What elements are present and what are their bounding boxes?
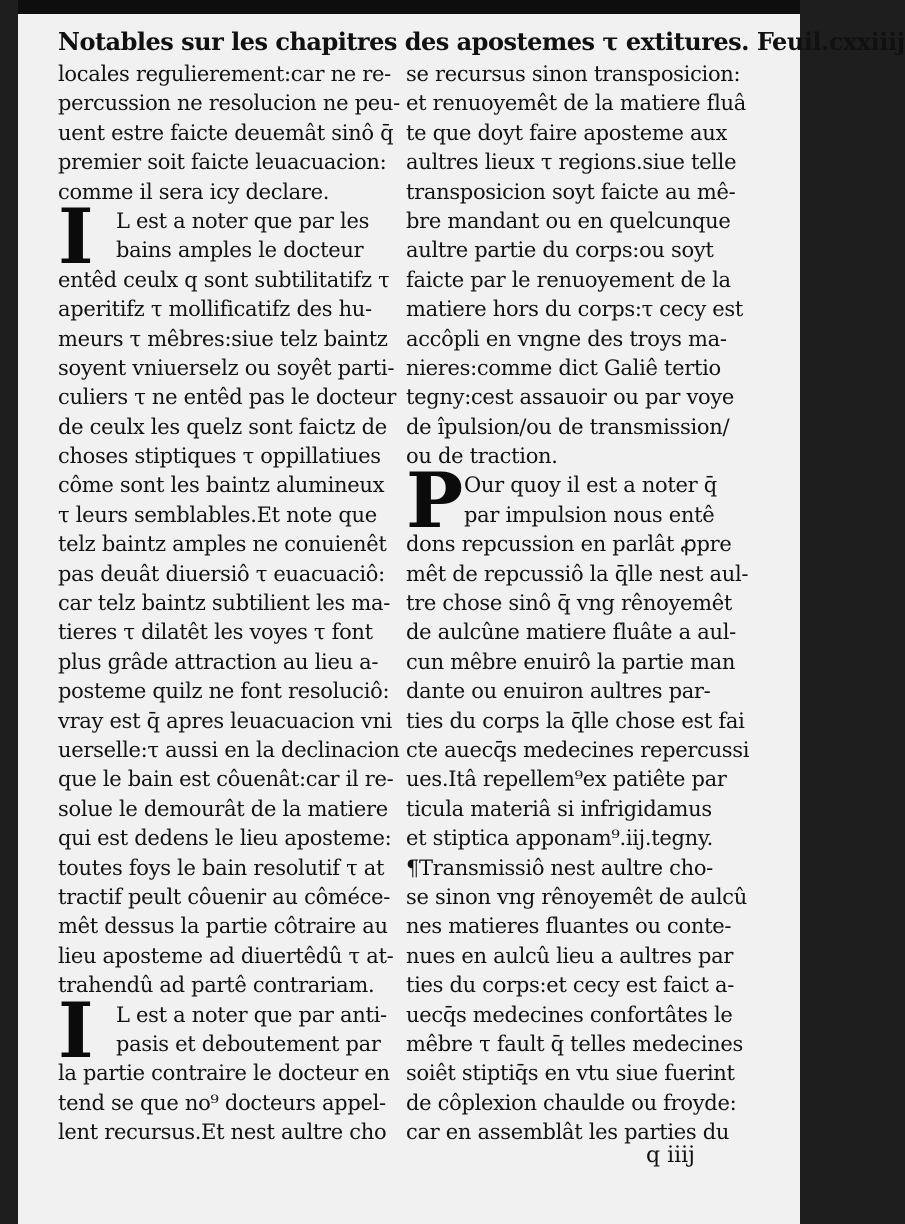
text-line: côme sont les baintz alumineux <box>58 473 385 498</box>
text-line: et renuoyemêt de la matiere fluâ <box>406 91 746 116</box>
text-line: dante ou enuiron aultres par- <box>406 679 711 704</box>
text-line: se recursus sinon transposicion: <box>406 62 741 86</box>
text-line: trahendû ad partê contrariam. <box>58 973 375 998</box>
text-line: matiere hors du corps:τ cecy est <box>406 297 744 322</box>
text-line: lieu aposteme ad diuertêdû τ at- <box>58 943 394 968</box>
text-line: meurs τ mêbres:siue telz baintz <box>58 326 388 351</box>
text-line: aultre partie du corps:ou soyt <box>406 238 714 263</box>
text-line: aperitifz τ mollificatifz des hu- <box>58 297 372 322</box>
text-line: de côplexion chaulde ou froyde: <box>406 1090 737 1115</box>
text-line: entêd ceulx q sont subtilitatifz τ <box>58 267 390 292</box>
text-line: posteme quilz ne font resoluciô: <box>58 679 390 704</box>
text-line: vray est q̄ apres leuacuacion vni <box>58 708 393 733</box>
text-line: ties du corps la q̄lle chose est fai <box>406 708 745 733</box>
text-line: nues en aulcû lieu a aultres par <box>406 943 734 968</box>
text-line: de îpulsion/ou de transmission/ <box>406 414 730 439</box>
text-line: pas deuât diuersiô τ euacuaciô: <box>58 561 385 586</box>
text-line: transposicion soyt faicte au mê- <box>406 179 736 204</box>
text-line: ou de traction. <box>406 444 558 469</box>
right-lines-b <box>464 471 764 530</box>
text-line: ¶Transmissiô nest aultre cho- <box>406 855 713 880</box>
drop-initial-i-2: I <box>58 985 94 1075</box>
text-line: locales regulierement:car ne re- <box>58 62 391 86</box>
text-line: bre mandant ou en quelcunque <box>406 208 731 233</box>
text-line: tegny:cest assauoir ou par voye <box>406 385 735 410</box>
text-line: cte auecq̄s medecines repercussi <box>406 737 750 762</box>
text-line: mêbre τ fault q̄ telles medecines <box>406 1031 743 1056</box>
text-line: tractif peult côuenir au côméce- <box>58 884 391 909</box>
text-line: la partie contraire le docteur en <box>58 1061 390 1086</box>
text-line: solue le demourât de la matiere <box>58 796 388 821</box>
text-line: toutes foys le bain resolutif τ at <box>58 855 385 880</box>
text-line: car telz baintz subtilient les ma- <box>58 591 391 616</box>
text-line: uecq̄s medecines confortâtes le <box>406 1002 733 1027</box>
book-page <box>18 0 905 1224</box>
text-line: cun mêbre enuirô la partie man <box>406 649 736 674</box>
text-line: bains amples le docteur <box>116 238 364 263</box>
text-line: tre chose sinô q̄ vng rênoyemêt <box>406 591 733 616</box>
text-line: de ceulx les quelz sont faictz de <box>58 414 387 439</box>
signature-mark: q iiij <box>646 1143 696 1168</box>
text-line: soiêt stiptiq̄s en vtu siue fuerint <box>406 1061 735 1086</box>
text-line: faicte par le renuoyement de la <box>406 267 731 292</box>
running-head: Notables sur les chapitres des apostemes τ extitures. Feuil.cxxiiij <box>58 27 905 56</box>
text-line: comme il sera icy declare. <box>58 179 330 204</box>
text-line: L est a noter que par les <box>116 208 370 233</box>
text-line: pasis et deboutement par <box>116 1031 381 1056</box>
text-line: nes matieres fluantes ou conte- <box>406 914 732 939</box>
text-line: τ leurs semblables.Et note que <box>58 502 377 527</box>
text-line: choses stiptiques τ oppillatiues <box>58 444 381 469</box>
text-line: mêt dessus la partie côtraire au <box>58 914 388 939</box>
text-line: te que doyt faire aposteme aux <box>406 120 727 145</box>
text-line: se sinon vng rênoyemêt de aulcû <box>406 884 747 909</box>
text-line: mêt de repcussiô la q̄lle nest aul- <box>406 561 749 586</box>
text-line: premier soit faicte leuacuacion: <box>58 150 387 175</box>
left-lines-b <box>116 207 416 266</box>
text-line: aultres lieux τ regions.siue telle <box>406 150 737 175</box>
text-line: car en assemblât les parties du <box>406 1120 730 1145</box>
drop-initial-i: I <box>58 191 94 281</box>
text-line: plus grâde attraction au lieu a- <box>58 649 379 674</box>
left-lines-c <box>58 266 416 1001</box>
text-line: L est a noter que par anti- <box>116 1002 387 1027</box>
text-line: que le bain est côuenât:car il re- <box>58 767 394 792</box>
text-line: soyent vniuerselz ou soyêt parti- <box>58 355 395 380</box>
text-line: telz baintz amples ne conuienêt <box>58 532 387 557</box>
text-line: Our quoy il est a noter q̄ <box>464 473 717 498</box>
text-line: tieres τ dilatêt les voyes τ font <box>58 620 373 645</box>
left-column <box>58 60 416 1147</box>
text-line: dons repcussion en parlât ꝓpre <box>406 532 732 557</box>
text-line: et stiptica apponam⁹.iij.tegny. <box>406 826 714 851</box>
text-line: lent recursus.Et nest aultre cho <box>58 1120 387 1145</box>
text-line: par impulsion nous entê <box>464 502 715 527</box>
text-line: uent estre faicte deuemât sinô q̄ <box>58 120 394 145</box>
text-line: culiers τ ne entêd pas le docteur <box>58 385 397 410</box>
right-column <box>406 60 764 1147</box>
left-lines-e <box>58 1059 416 1147</box>
left-lines-d <box>116 1001 416 1060</box>
left-lines-a <box>58 60 416 207</box>
text-line: uerselle:τ aussi en la declinacion <box>58 737 400 762</box>
text-line: qui est dedens le lieu aposteme: <box>58 826 392 851</box>
text-line: tend se que no⁹ docteurs appel- <box>58 1090 386 1115</box>
text-line: percussion ne resolucion ne peu- <box>58 91 400 116</box>
text-line: ues.Itâ repellem⁹ex patiête par <box>406 767 727 792</box>
text-line: ties du corps:et cecy est faict a- <box>406 973 735 998</box>
right-lines-c <box>406 530 764 1147</box>
text-line: de aulcûne matiere fluâte a aul- <box>406 620 736 645</box>
drop-initial-p: P <box>406 456 463 546</box>
text-line: ticula materiâ si infrigidamus <box>406 796 712 821</box>
right-lines-a <box>406 60 764 471</box>
text-line: nieres:comme dict Galiê tertio <box>406 355 721 380</box>
text-line: accôpli en vngne des troys ma- <box>406 326 727 351</box>
